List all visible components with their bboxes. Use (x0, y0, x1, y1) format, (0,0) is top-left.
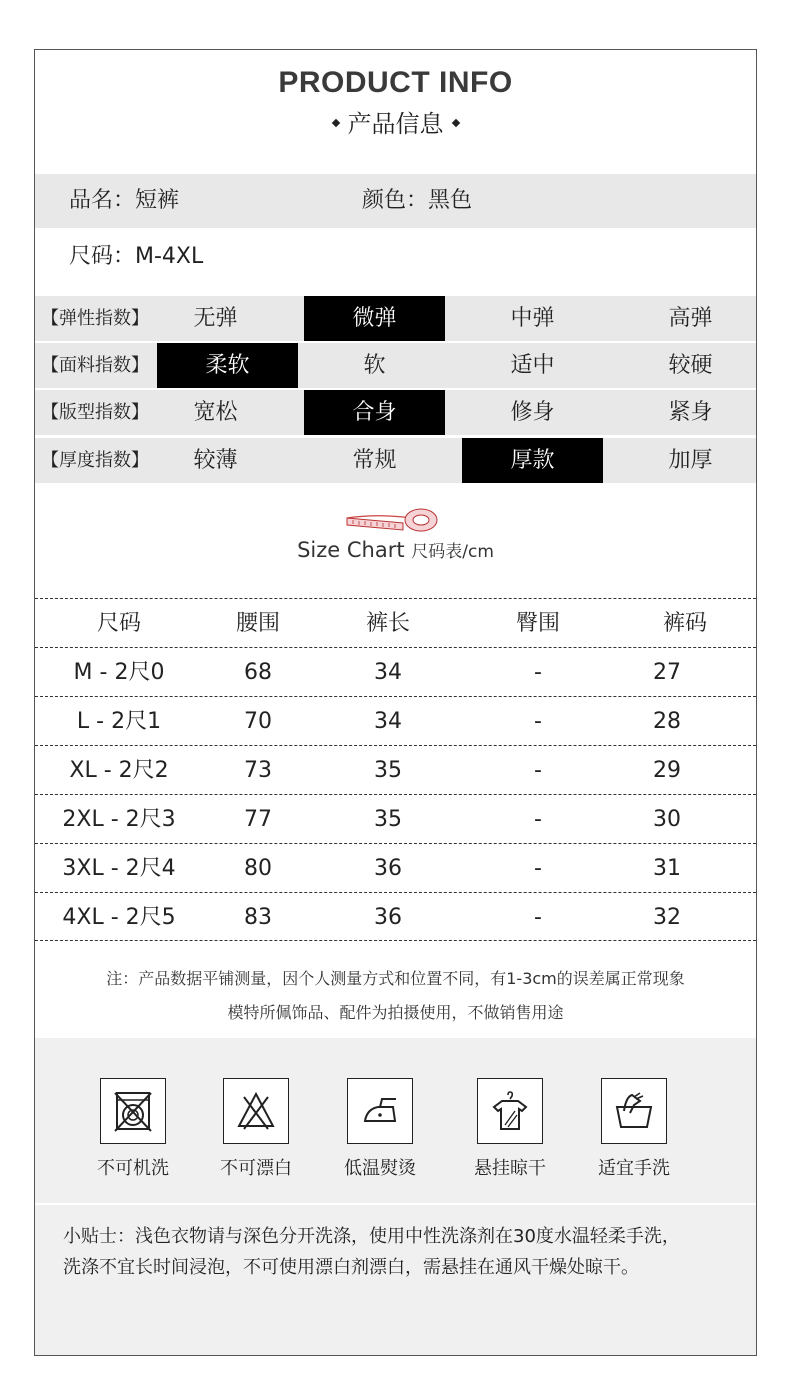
care-item-hang-dry (445, 1078, 575, 1180)
index-option: 适中 (510, 353, 555, 378)
diamond-bullet-icon (451, 119, 459, 127)
title-english: PRODUCT INFO (278, 66, 513, 99)
washing-tips (35, 1205, 756, 1356)
table-cell: 2XL - 2尺3 (62, 807, 176, 832)
table-header-cell: 裤码 (662, 611, 707, 636)
table-header-cell: 尺码 (96, 611, 141, 636)
index-row-thickness (35, 438, 756, 483)
index-option: 中弹 (510, 306, 555, 331)
table-cell: - (534, 758, 542, 783)
index-option: 无弹 (193, 306, 238, 331)
size-chart-title-cn: 尺码表 (411, 542, 463, 562)
tape-measure-icon (343, 504, 441, 534)
table-cell: 28 (653, 709, 681, 734)
index-option: 较薄 (193, 448, 238, 473)
index-row-elasticity (35, 296, 756, 341)
index-option: 加厚 (668, 448, 713, 473)
care-instructions (35, 1038, 756, 1203)
table-cell: 4XL - 2尺5 (62, 905, 176, 930)
hand-wash-icon (612, 1089, 656, 1133)
index-option: 修身 (510, 400, 555, 425)
index-option-selected: 厚款 (462, 438, 603, 483)
low-temp-iron-icon (358, 1089, 402, 1133)
table-row (35, 696, 756, 745)
index-option-selected: 微弹 (304, 296, 445, 341)
no-bleach-icon (234, 1089, 278, 1133)
index-label: 【版型指数】 (41, 402, 149, 423)
product-size-range: 尺码：M-4XL (69, 244, 204, 269)
table-cell: 35 (374, 758, 402, 783)
table-cell: 34 (374, 709, 402, 734)
index-label: 【厚度指数】 (41, 450, 149, 471)
care-label: 不可机洗 (97, 1158, 169, 1179)
index-row-fit (35, 390, 756, 435)
table-cell: - (534, 709, 542, 734)
table-row (35, 647, 756, 696)
no-machine-wash-icon (111, 1089, 155, 1133)
info-row-name-color (35, 174, 756, 228)
index-option: 较硬 (668, 353, 713, 378)
table-header-cell: 裤长 (365, 611, 410, 636)
care-label: 不可漂白 (220, 1158, 292, 1179)
index-option: 常规 (352, 448, 397, 473)
table-cell: - (534, 856, 542, 881)
table-cell: 73 (244, 758, 272, 783)
care-label: 适宜手洗 (598, 1158, 670, 1179)
index-label: 【面料指数】 (41, 355, 149, 376)
table-row (35, 892, 756, 941)
size-chart-title (35, 537, 756, 562)
table-cell: - (534, 905, 542, 930)
care-item-hand-wash (569, 1078, 699, 1180)
table-cell: 3XL - 2尺4 (62, 856, 176, 881)
table-header-row (35, 598, 756, 647)
table-cell: 34 (374, 660, 402, 685)
table-cell: 80 (244, 856, 272, 881)
size-table (35, 598, 756, 941)
index-row-fabric (35, 343, 756, 388)
table-header-cell: 腰围 (235, 611, 280, 636)
product-info-panel (34, 49, 757, 1356)
table-cell: 70 (244, 709, 272, 734)
index-option-selected: 柔软 (157, 343, 298, 388)
measurement-note: 注：产品数据平铺测量，因个人测量方式和位置不同，有1-3cm的误差属正常现象 (106, 969, 685, 988)
index-option: 高弹 (668, 306, 713, 331)
table-row (35, 794, 756, 843)
info-row-size (35, 230, 756, 284)
size-chart-unit: /cm (462, 542, 494, 562)
care-item-low-temp-iron (315, 1078, 445, 1180)
index-label: 【弹性指数】 (41, 308, 149, 329)
size-chart-title-en: Size Chart (297, 538, 405, 562)
title-chinese-text: 产品信息 (347, 110, 444, 138)
table-cell: M - 2尺0 (73, 660, 165, 685)
care-item-no-machine-wash (68, 1078, 198, 1180)
table-cell: 36 (374, 856, 402, 881)
table-row (35, 843, 756, 892)
care-label: 低温熨烫 (344, 1158, 416, 1179)
table-row (35, 745, 756, 794)
care-label: 悬挂晾干 (474, 1158, 546, 1179)
table-cell: L - 2尺1 (76, 709, 162, 734)
tips-line: 洗涤不宜长时间浸泡，不可使用漂白剂漂白，需悬挂在通风干燥处晾干。 (63, 1257, 639, 1278)
table-cell: XL - 2尺2 (69, 758, 169, 783)
table-cell: 77 (244, 807, 272, 832)
diamond-bullet-icon (331, 119, 339, 127)
product-name: 品名：短裤 (69, 188, 180, 213)
product-color: 颜色：黑色 (362, 188, 473, 213)
table-cell: - (534, 807, 542, 832)
table-cell: 30 (653, 807, 681, 832)
table-header-cell: 臀围 (515, 611, 560, 636)
index-option: 紧身 (668, 400, 713, 425)
hang-dry-icon (488, 1089, 532, 1133)
index-option-selected: 合身 (304, 390, 445, 435)
tips-line: 小贴士：浅色衣物请与深色分开洗涤，使用中性洗涤剂在30度水温轻柔手洗， (63, 1226, 680, 1247)
accessory-note: 模特所佩饰品、配件为拍摄使用，不做销售用途 (227, 1003, 564, 1022)
table-cell: 35 (374, 807, 402, 832)
table-cell: 29 (653, 758, 681, 783)
table-cell: - (534, 660, 542, 685)
table-cell: 31 (653, 856, 681, 881)
table-cell: 27 (653, 660, 681, 685)
table-cell: 32 (653, 905, 681, 930)
table-cell: 36 (374, 905, 402, 930)
index-option: 软 (363, 353, 386, 378)
care-item-no-bleach (191, 1078, 321, 1180)
table-cell: 83 (244, 905, 272, 930)
table-cell: 68 (244, 660, 272, 685)
title-chinese (35, 104, 756, 139)
index-option: 宽松 (193, 400, 238, 425)
